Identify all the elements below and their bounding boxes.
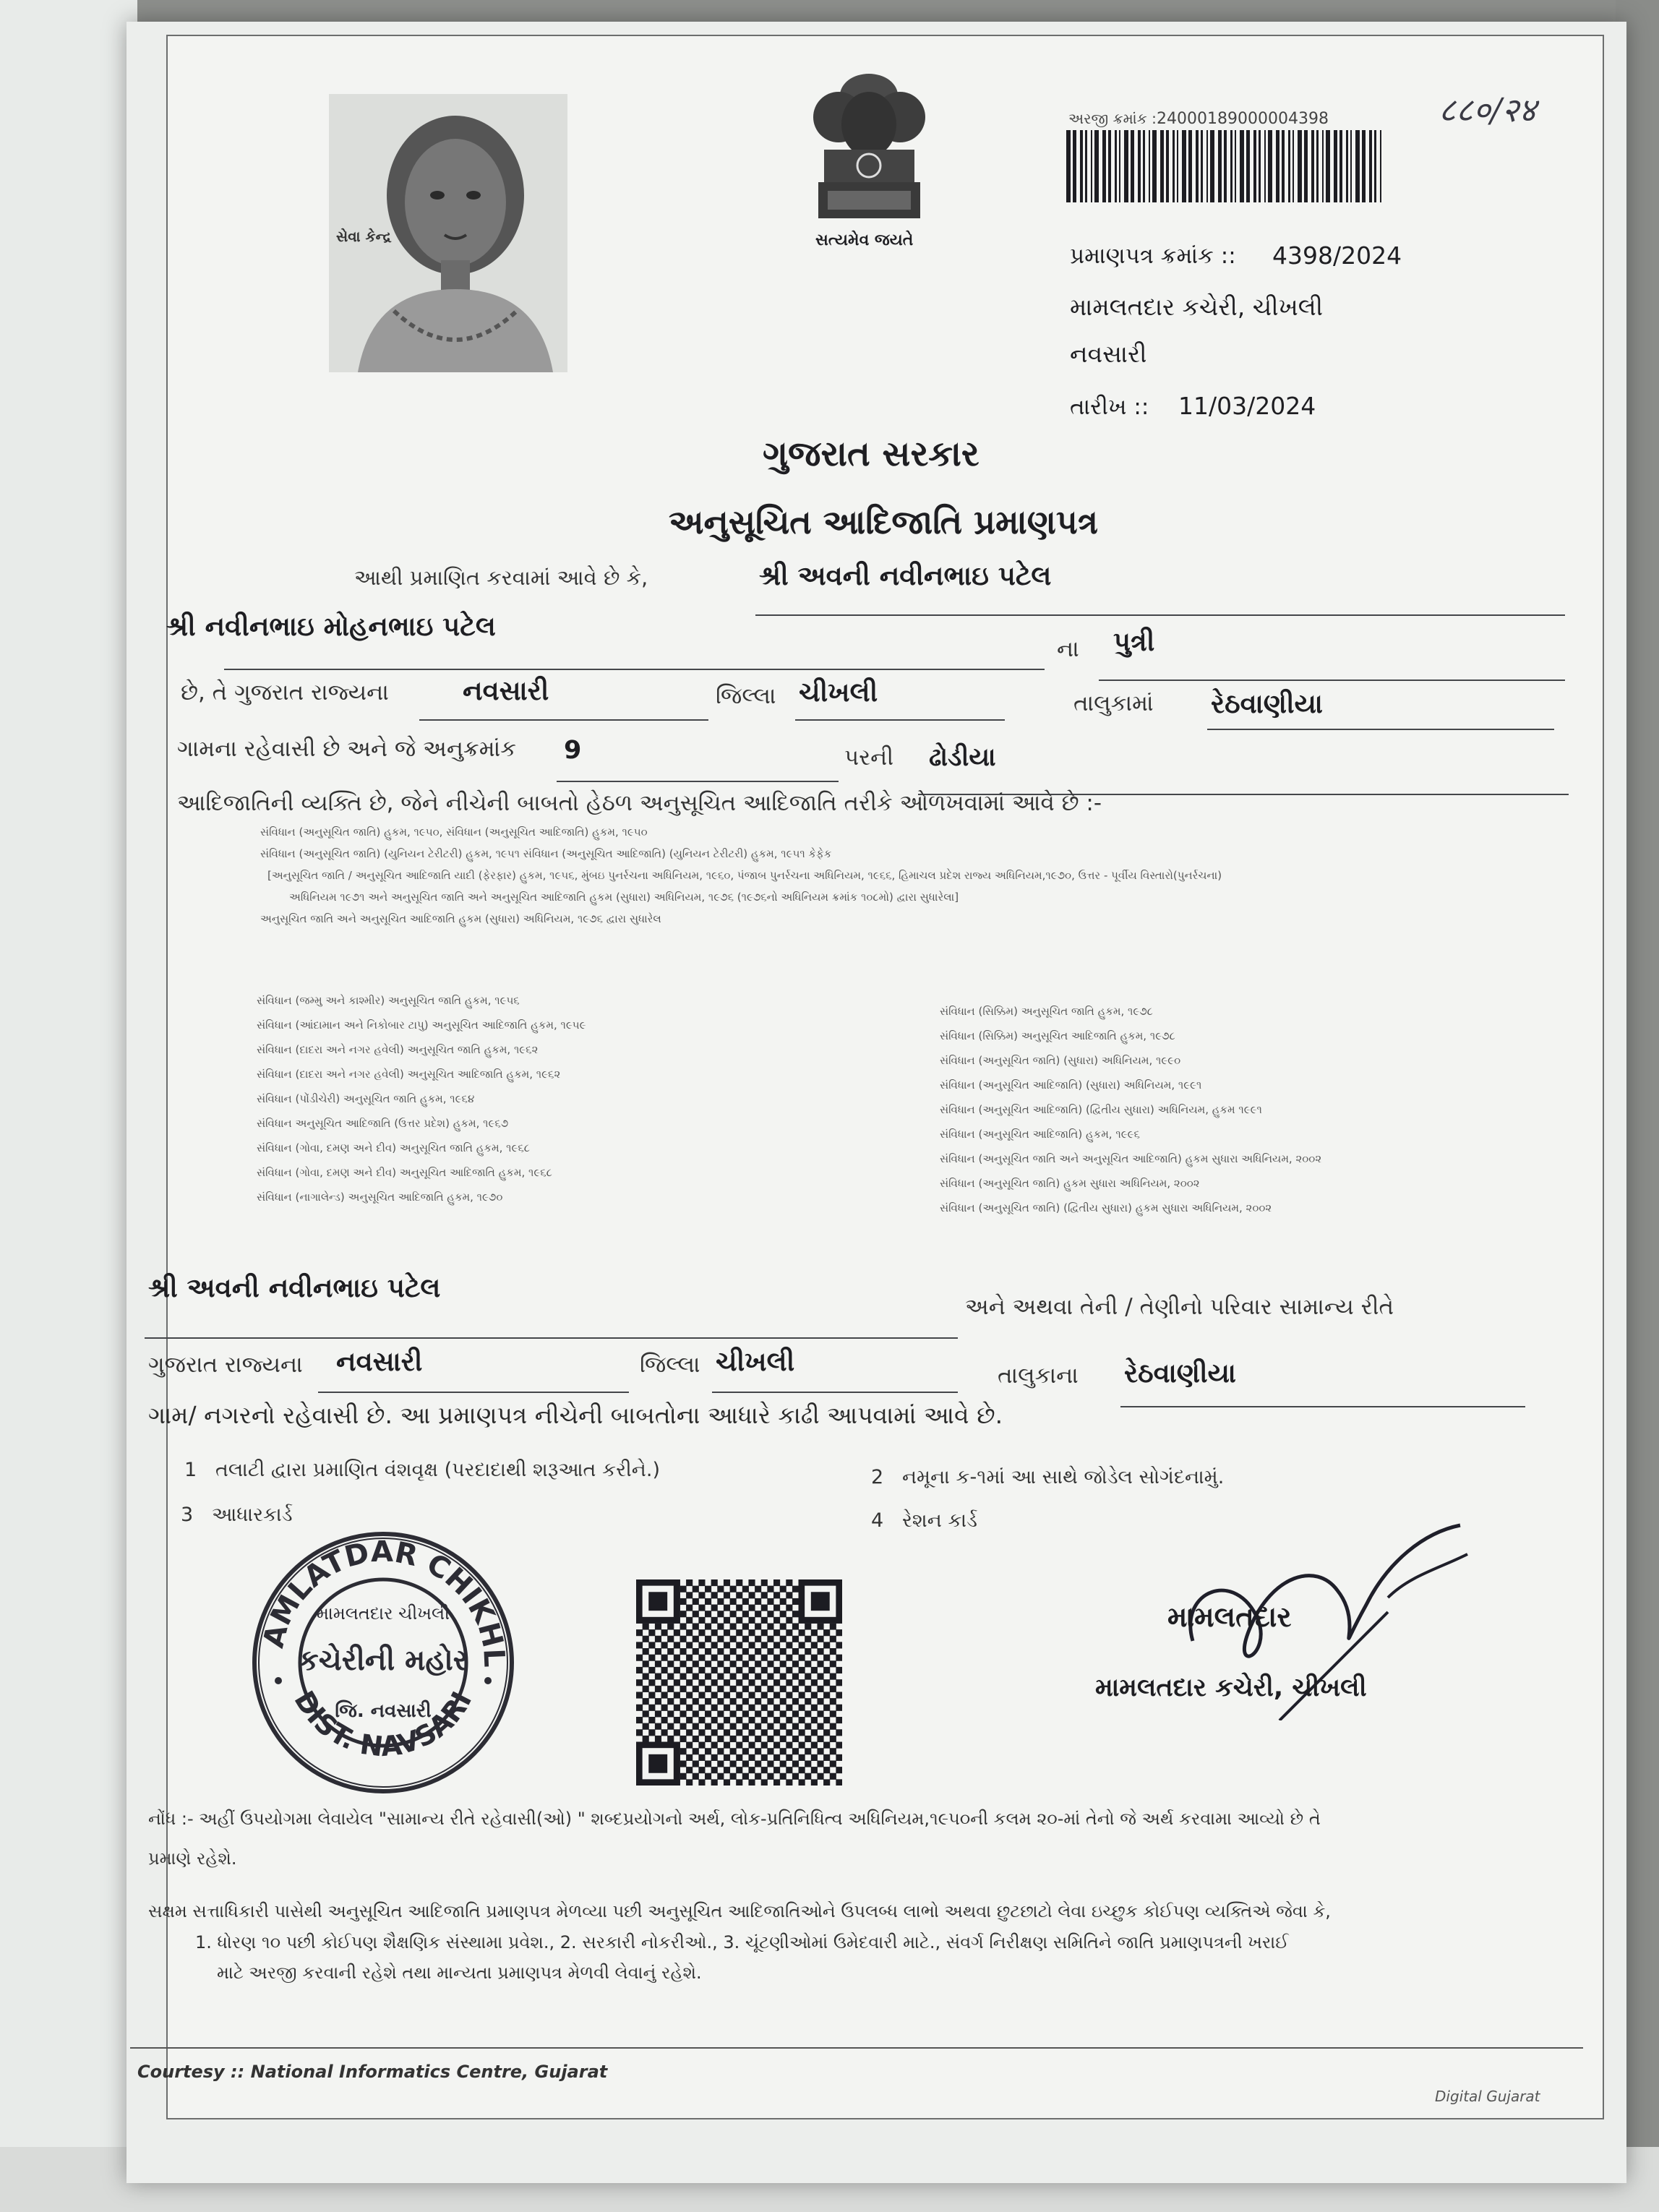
orders-right-item: સંવિધાન (અનુસૂચિત આદિજાતિ) હુકમ, ૧૯૯૬ <box>940 1128 1140 1141</box>
taluka-value: ચીખલી <box>799 677 878 708</box>
tribe-name: ઢોડીયા <box>929 743 996 772</box>
office-district: નવસારી <box>1070 340 1147 368</box>
orders-left-item: સંવિધાન (દાદરા અને નગર હવેલી) અનુસૂચિત જાતિ હુકમ, ૧૯૬૨ <box>257 1043 539 1056</box>
seal-inner-bottom: જિ. નવસારી <box>335 1700 432 1722</box>
par-label: પરની <box>844 745 894 771</box>
orders-left-item: સંવિધાન (ગોવા, દમણ અને દીવ) અનુસૂચિત જાતિ હુકમ, ૧૯૬૮ <box>257 1141 531 1154</box>
orders-top-item: અધિનિયમ ૧૯૭૧ અને અનુસૂચિત જાતિ અને અનુસૂચિત આદિજાતિ હુકમ (સુધારા) અધિનિયમ, ૧૯૭૬ (૧૯૭૬નો અધિનિયમ ક્રમાંક ૧૦૮મો) દ્વારા સુધારેલા] <box>289 891 959 904</box>
signature-office: મામલતદાર કચેરી, ચીખલી <box>1095 1673 1367 1702</box>
certificate-number: 4398/2024 <box>1272 241 1402 270</box>
application-number: 24000189000004398 <box>1157 110 1329 128</box>
official-seal <box>239 1518 528 1807</box>
orders-right-item: સંવિધાન (અનુસૂચિત જાતિ) (સુધારા) અધિનિયમ, ૧૯૯૦ <box>940 1054 1181 1067</box>
seal-stamp-icon <box>239 1518 528 1807</box>
orders-top-item: અનુસૂચિત જાતિ અને અનુસૂચિત આદિજાતિ હુકમ (સુધારા) અધિનિયમ, ૧૯૭૬ દ્વારા સુધારેલ <box>260 912 661 925</box>
barcode <box>1066 130 1384 202</box>
note-para-2: 1. ધોરણ ૧૦ પછી કોઈપણ શૈક્ષણિક સંસ્થામા પ્રવેશ., 2. સરકારી નોકરીઓ., 3. ચૂંટણીઓમાં ઉમેદવારી માટે., સંવર્ગ નિરીક્ષણ સમિતિને જાતિ પ્રમાણપત્રની ખરાઈ <box>195 1932 1289 1952</box>
father-name-underline <box>224 669 1045 670</box>
application-number-label: અરજી ક્રમાંક : <box>1068 110 1157 127</box>
basis-item-1-no: 1 <box>184 1459 197 1481</box>
qr-code-image <box>636 1579 842 1786</box>
orders-right-item: સંવિધાન (અનુસૂચિત જાતિ) હુકમ સુધારા અધિનિયમ, ૨૦૦૨ <box>940 1177 1200 1190</box>
residence-name-underline <box>145 1337 958 1339</box>
basis-item-2 <box>871 1466 1224 1489</box>
footer-rule <box>130 2047 1583 2049</box>
national-emblem <box>802 67 936 254</box>
certificate-number-label: પ્રમાણપત્ર ક્રમાંક :: <box>1070 243 1236 269</box>
residence-taluka-label: તાલુકાના <box>998 1363 1079 1389</box>
district-value: નવસારી <box>463 675 549 706</box>
basis-item-3-text: આધારકાર્ડ <box>211 1504 293 1526</box>
courtesy-text: Courtesy :: National Informatics Centre, Gujarat <box>137 2062 608 2082</box>
seal-outer-top: AMLATDAR CHIKHL <box>257 1535 511 1668</box>
orders-top-item: સંવિધાન (અનુસૂચિત જાતિ) હુકમ, ૧૯૫૦, સંવિધાન (અનુસૂચિત આદિજાતિ) હુકમ, ૧૯૫૦ <box>260 826 648 839</box>
state-prefix: છે, તે ગુજરાત રાજ્યના <box>181 680 389 706</box>
orders-left-item: સંવિધાન (આંદામાન અને નિકોબાર ટાપુ) અનુસૂચિત આદિજાતિ હુકમ, ૧૯૫૯ <box>257 1019 586 1032</box>
orders-right-item: સંવિધાન (અનુસૂચિત જાતિ અને અનુસૂચિત આદિજાતિ) હુકમ સુધારા અધિનિયમ, ૨૦૦૨ <box>940 1152 1322 1165</box>
government-title: ગુજરાત સરકાર <box>763 434 979 474</box>
basis-item-2-no: 2 <box>871 1466 884 1488</box>
note-line-1: નોંધ :- અહીં ઉપયોગમા લેવાયેલ "સામાન્ય રીતે રહેવાસી(ઓ) " શબ્દપ્રયોગનો અર્થ, લોક-પ્રતિનિધિત્વ અધિનિયમ,૧૯૫૦ની કલમ ૨૦-માં તેનો જે અર્થ કરવામા આવ્યો છે તે <box>148 1809 1321 1829</box>
orders-left-item: સંવિધાન (જમ્મુ અને કાશ્મીર) અનુસૂચિત જાતિ હુકમ, ૧૯૫૬ <box>257 994 520 1007</box>
taluka-label: તાલુકામાં <box>1073 690 1154 716</box>
orders-top-item: સંવિધાન (અનુસૂચિત જાતિ) (યુનિયન ટેરીટરી) હુકમ, ૧૯૫૧ સંવિધાન (અનુસૂચિત આદિજાતિ) (યુનિયન ટેરીટરી) હુકમ, ૧૯૫૧ કેફેક <box>260 847 832 860</box>
serial-underline <box>557 781 839 782</box>
residence-taluka-underline <box>712 1392 958 1393</box>
seal-inner-middle: કચેરીની મહોર <box>298 1644 468 1677</box>
orders-left-item: સંવિધાન (ગોવા, દમણ અને દીવ) અનુસૂચિત આદિજાતિ હુકમ, ૧૯૬૮ <box>257 1166 552 1179</box>
orders-left-item: સંવિધાન (પોંડીચેરી) અનુસૂચિત જાતિ હુકમ, ૧૯૬૪ <box>257 1092 475 1105</box>
seal-outer-bottom: DIST. NAVSARI <box>288 1685 479 1763</box>
orders-left-item: સંવિધાન (દાદરા અને નગર હવેલી) અનુસૂચિત આદિજાતિ હુકમ, ૧૯૬૨ <box>257 1068 561 1081</box>
district-underline <box>419 719 708 721</box>
note-line-2: પ્રમાણે રહેશે. <box>148 1848 237 1869</box>
qr-code <box>636 1579 842 1786</box>
relation-underline <box>1099 680 1565 681</box>
family-label: અને અથવા તેની / તેણીનો પરિવાર સામાન્ય રીતે <box>965 1294 1394 1320</box>
basis-item-3-no: 3 <box>181 1504 194 1526</box>
orders-right-item: સંવિધાન (સિક્કિમ) અનુસૂચિત આદિજાતિ હુકમ, ૧૯૭૮ <box>940 1029 1175 1042</box>
na-label: ના <box>1057 636 1079 662</box>
relation: પુત્રી <box>1113 626 1155 657</box>
note-para-3: માટે અરજી કરવાની રહેશે તથા માન્યતા પ્રમાણપત્ર મેળવી લેવાનું રહેશે. <box>217 1963 702 1983</box>
date-label: તારીખ :: <box>1070 394 1149 420</box>
residence-person-name: શ્રી અવની નવીનભાઇ પટેલ <box>148 1272 441 1303</box>
basis-item-4-text: રેશન કાર્ડ <box>901 1509 977 1532</box>
seal-inner-top: મામલતદાર ચીખલી <box>317 1603 450 1624</box>
emblem-caption: સત્યમેવ જયતે <box>815 231 914 249</box>
village-underline <box>1207 729 1554 730</box>
orders-right-item: સંવિધાન (અનુસૂચિત આદિજાતિ) (સુધારા) અધિનિયમ, ૧૯૯૧ <box>940 1079 1202 1092</box>
residence-district-value: નવસારી <box>336 1346 423 1377</box>
person-name: શ્રી અવની નવીનભાઇ પટેલ <box>759 560 1052 591</box>
orders-right-item: સંવિધાન (અનુસૂચિત જાતિ) (દ્વિતીય સુધારા) હુકમ સુધારા અધિનિયમ, ૨૦૦૨ <box>940 1201 1272 1214</box>
handwritten-note: ८८०/२४ <box>1439 90 1537 129</box>
district-label: જિલ્લા <box>716 683 776 709</box>
office-name: મામલતદાર કચેરી, ચીખલી <box>1070 293 1324 321</box>
barcode-image <box>1066 130 1384 202</box>
village-value: રેઠવાણીયા <box>1211 688 1323 719</box>
serial-number: 9 <box>564 736 582 765</box>
lion-capital-icon <box>802 67 936 233</box>
basis-item-2-text: નમૂના ક-૧માં આ સાથે જોડેલ સોગંદનામું. <box>901 1466 1225 1488</box>
person-name-underline <box>755 614 1565 616</box>
applicant-photo <box>329 94 567 372</box>
orders-left-item: સંવિધાન (નાગાલેન્ડ) અનુસૂચિત આદિજાતિ હુકમ, ૧૯૭૦ <box>257 1191 503 1204</box>
residence-taluka-value: ચીખલી <box>716 1346 795 1377</box>
resident-label: ગામના રહેવાસી છે અને જે અનુક્રમાંક <box>177 736 517 762</box>
note-para-1: સક્ષમ સત્તાધિકારી પાસેથી અનુસૂચિત આદિજાતિ પ્રમાણપત્ર મેળવ્યા પછી અનુસૂચિત આદિજાતિઓને ઉપલબ્ધ લાભો અથવા છુટછાટો લેવા ઇચ્છુક કોઈપણ વ્યક્તિએ જેવા કે, <box>148 1901 1331 1921</box>
residence-village-value: રેઠવાણીયા <box>1124 1358 1236 1389</box>
digital-gujarat-text: Digital Gujarat <box>1435 2088 1540 2105</box>
background-left <box>0 0 137 2212</box>
father-name: શ્રી નવીનભાઇ મોહનભાઇ પટેલ <box>166 611 496 642</box>
orders-left-item: સંવિધાન અનુસૂચિત આદિજાતિ (ઉત્તર પ્રદેશ) હુકમ, ૧૯૬૭ <box>257 1117 509 1130</box>
basis-item-4 <box>871 1509 977 1532</box>
issue-date: 11/03/2024 <box>1178 392 1316 420</box>
photo-stamp: સેવા કેન્દ્ર <box>336 228 392 245</box>
residence-district-underline <box>318 1392 629 1393</box>
taluka-underline <box>795 719 1005 721</box>
certificate-title: અનુસૂચિત આદિજાતિ પ્રમાણપત્ર <box>669 502 1099 541</box>
signature-designation: મામલતદાર <box>1167 1601 1292 1634</box>
orders-right-item: સંવિધાન (અનુસૂચિત આદિજાતિ) (દ્વિતીય સુધારા) અધિનિયમ, હુકમ ૧૯૯૧ <box>940 1103 1262 1116</box>
basis-statement: ગામ/ નગરનો રહેવાસી છે. આ પ્રમાણપત્ર નીચેની બાબતોના આધારે કાઢી આપવામાં આવે છે. <box>148 1401 1003 1429</box>
certify-prefix: આથી પ્રમાણિત કરવામાં આવે છે કે, <box>354 565 648 590</box>
orders-right-item: સંવિધાન (સિક્કિમ) અનુસૂચિત જાતિ હુકમ, ૧૯૭૮ <box>940 1005 1153 1018</box>
residence-village-underline <box>1120 1406 1525 1407</box>
residence-district-label: જિલ્લા <box>640 1352 700 1378</box>
basis-item-4-no: 4 <box>871 1509 884 1532</box>
tribe-statement: આદિજાતિની વ્યક્તિ છે, જેને નીચેની બાબતો હેઠળ અનુસૂચિત આદિજાતિ તરીકે ઓળખવામાં આવે છે :- <box>177 790 1102 816</box>
basis-item-1-text: તલાટી દ્વારા પ્રમાણિત વંશવૃક્ષ (પરદાદાથી શરૂઆત કરીને.) <box>215 1459 661 1481</box>
basis-item-1 <box>184 1459 660 1482</box>
residence-state-label: ગુજરાત રાજ્યના <box>148 1352 303 1378</box>
orders-top-item: [અનુસૂચિત જાતિ / અનુસૂચિત આદિજાતિ યાદી (ફેરફાર) હુકમ, ૧૯૫૬, મુંબઇ પુનર્રચના અધિનિયમ, ૧૯૬૦, પંજાબ પુનર્રચના અધિનિયમ, ૧૯૬૬, હિમાચલ પ્રદેશ રાજ્ય અધિનિયમ,૧૯૭૦, ઉત્તર - પૂર્વીય વિસ્તારો(પુનર્રચના) <box>267 869 1222 882</box>
